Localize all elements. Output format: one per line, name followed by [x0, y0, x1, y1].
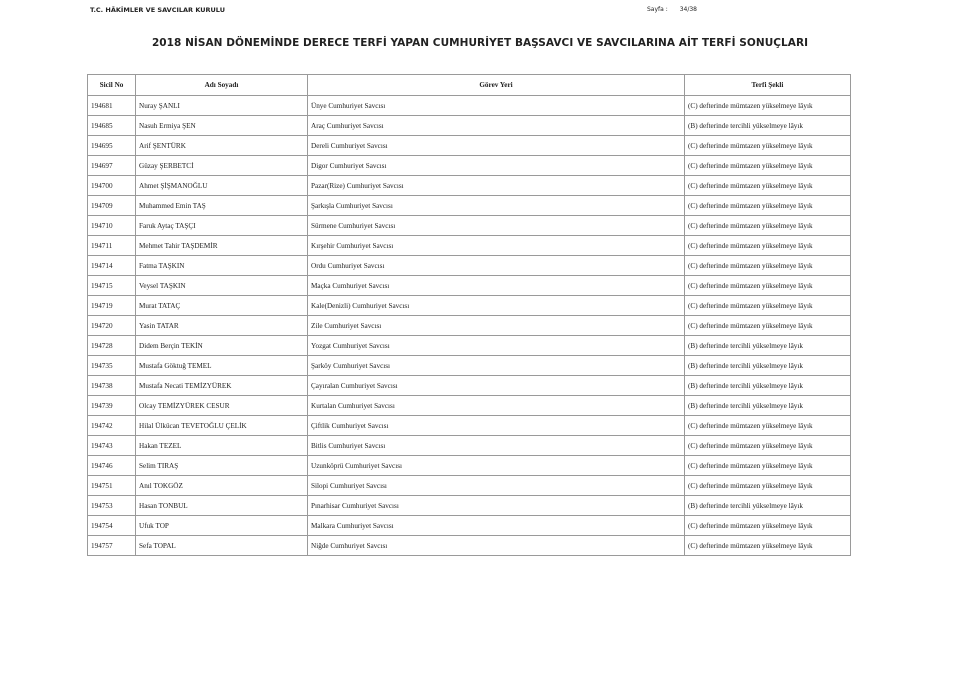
promotion-type-cell: (C) defterinde mümtazen yükselmeye lâyık [685, 236, 851, 256]
sicil-no-cell: 194743 [88, 436, 136, 456]
table-row [88, 416, 851, 436]
table-row [88, 316, 851, 336]
sicil-no-cell: 194681 [88, 96, 136, 116]
name-cell: Arif ŞENTÜRK [136, 136, 308, 156]
promotion-type-cell: (C) defterinde mümtazen yükselmeye lâyık [685, 536, 851, 556]
table-row [88, 196, 851, 216]
page-header [90, 6, 790, 18]
name-cell: Yasin TATAR [136, 316, 308, 336]
table-row [88, 296, 851, 316]
promotion-type-cell: (C) defterinde mümtazen yükselmeye lâyık [685, 216, 851, 236]
sicil-no-cell: 194738 [88, 376, 136, 396]
table-row [88, 136, 851, 156]
duty-station-cell: Pazar(Rize) Cumhuriyet Savcısı [308, 176, 685, 196]
name-cell: Olcay TEMİZYÜREK CESUR [136, 396, 308, 416]
promotion-type-cell: (C) defterinde mümtazen yükselmeye lâyık [685, 296, 851, 316]
sicil-no-cell: 194728 [88, 336, 136, 356]
name-cell: Mustafa Göktuğ TEMEL [136, 356, 308, 376]
name-cell: Ufuk TOP [136, 516, 308, 536]
table-row [88, 516, 851, 536]
duty-station-cell: Çayıralan Cumhuriyet Savcısı [308, 376, 685, 396]
name-cell: Mehmet Tahir TAŞDEMİR [136, 236, 308, 256]
duty-station-cell: Maçka Cumhuriyet Savcısı [308, 276, 685, 296]
sicil-no-cell: 194757 [88, 536, 136, 556]
table-header [88, 75, 851, 96]
promotion-type-cell: (C) defterinde mümtazen yükselmeye lâyık [685, 276, 851, 296]
promotion-type-cell: (B) defterinde tercihli yükselmeye lâyık [685, 396, 851, 416]
table-row [88, 216, 851, 236]
organization-name: T.C. HÂKİMLER VE SAVCILAR KURULU [90, 6, 225, 14]
table-row [88, 456, 851, 476]
name-cell: Hakan TEZEL [136, 436, 308, 456]
sicil-no-cell: 194719 [88, 296, 136, 316]
column-header-terfi-sekli: Terfi Şekli [685, 75, 851, 96]
duty-station-cell: Silopi Cumhuriyet Savcısı [308, 476, 685, 496]
table-row [88, 96, 851, 116]
name-cell: Nasuh Ermiya ŞEN [136, 116, 308, 136]
column-header-gorev-yeri: Görev Yeri [308, 75, 685, 96]
promotion-type-cell: (B) defterinde tercihli yükselmeye lâyık [685, 116, 851, 136]
name-cell: Güzay ŞERBETCİ [136, 156, 308, 176]
page-label: Sayfa : [647, 6, 668, 13]
promotion-type-cell: (C) defterinde mümtazen yükselmeye lâyık [685, 176, 851, 196]
duty-station-cell: Ordu Cumhuriyet Savcısı [308, 256, 685, 276]
sicil-no-cell: 194754 [88, 516, 136, 536]
duty-station-cell: Digor Cumhuriyet Savcısı [308, 156, 685, 176]
name-cell: Mustafa Necati TEMİZYÜREK [136, 376, 308, 396]
promotion-type-cell: (B) defterinde tercihli yükselmeye lâyık [685, 336, 851, 356]
page-indicator [647, 6, 697, 13]
sicil-no-cell: 194746 [88, 456, 136, 476]
table-row [88, 336, 851, 356]
promotion-type-cell: (B) defterinde tercihli yükselmeye lâyık [685, 376, 851, 396]
name-cell: Selim TIRAŞ [136, 456, 308, 476]
name-cell: Anıl TOKGÖZ [136, 476, 308, 496]
duty-station-cell: Yozgat Cumhuriyet Savcısı [308, 336, 685, 356]
promotion-type-cell: (C) defterinde mümtazen yükselmeye lâyık [685, 156, 851, 176]
name-cell: Sefa TOPAL [136, 536, 308, 556]
duty-station-cell: Zile Cumhuriyet Savcısı [308, 316, 685, 336]
header-row [88, 75, 851, 96]
table-row [88, 436, 851, 456]
promotion-type-cell: (B) defterinde tercihli yükselmeye lâyık [685, 496, 851, 516]
name-cell: Murat TATAÇ [136, 296, 308, 316]
name-cell: Nuray ŞANLI [136, 96, 308, 116]
promotion-type-cell: (C) defterinde mümtazen yükselmeye lâyık [685, 136, 851, 156]
duty-station-cell: Uzunköprü Cumhuriyet Savcısı [308, 456, 685, 476]
promotion-type-cell: (C) defterinde mümtazen yükselmeye lâyık [685, 316, 851, 336]
table-row [88, 176, 851, 196]
sicil-no-cell: 194742 [88, 416, 136, 436]
duty-station-cell: Niğde Cumhuriyet Savcısı [308, 536, 685, 556]
sicil-no-cell: 194685 [88, 116, 136, 136]
promotion-type-cell: (C) defterinde mümtazen yükselmeye lâyık [685, 456, 851, 476]
results-table [87, 74, 851, 556]
name-cell: Hilal Ülkücan TEVETOĞLU ÇELİK [136, 416, 308, 436]
name-cell: Didem Berçin TEKİN [136, 336, 308, 356]
duty-station-cell: Malkara Cumhuriyet Savcısı [308, 516, 685, 536]
table-row [88, 396, 851, 416]
promotion-type-cell: (B) defterinde tercihli yükselmeye lâyık [685, 356, 851, 376]
table-body [88, 96, 851, 556]
duty-station-cell: Kırşehir Cumhuriyet Savcısı [308, 236, 685, 256]
duty-station-cell: Çiftlik Cumhuriyet Savcısı [308, 416, 685, 436]
sicil-no-cell: 194714 [88, 256, 136, 276]
table-row [88, 496, 851, 516]
promotion-type-cell: (C) defterinde mümtazen yükselmeye lâyık [685, 476, 851, 496]
sicil-no-cell: 194695 [88, 136, 136, 156]
sicil-no-cell: 194709 [88, 196, 136, 216]
sicil-no-cell: 194735 [88, 356, 136, 376]
duty-station-cell: Araç Cumhuriyet Savcısı [308, 116, 685, 136]
sicil-no-cell: 194710 [88, 216, 136, 236]
name-cell: Fatma TAŞKIN [136, 256, 308, 276]
sicil-no-cell: 194720 [88, 316, 136, 336]
duty-station-cell: Bitlis Cumhuriyet Savcısı [308, 436, 685, 456]
sicil-no-cell: 194700 [88, 176, 136, 196]
duty-station-cell: Ünye Cumhuriyet Savcısı [308, 96, 685, 116]
sicil-no-cell: 194751 [88, 476, 136, 496]
column-header-adi-soyadi: Adı Soyadı [136, 75, 308, 96]
duty-station-cell: Dereli Cumhuriyet Savcısı [308, 136, 685, 156]
promotion-type-cell: (C) defterinde mümtazen yükselmeye lâyık [685, 516, 851, 536]
name-cell: Veysel TAŞKIN [136, 276, 308, 296]
page-number: 34/38 [679, 6, 697, 13]
duty-station-cell: Şarköy Cumhuriyet Savcısı [308, 356, 685, 376]
column-header-sicil-no: Sicil No [88, 75, 136, 96]
sicil-no-cell: 194753 [88, 496, 136, 516]
name-cell: Faruk Aytaç TAŞÇI [136, 216, 308, 236]
table-row [88, 356, 851, 376]
table-row [88, 276, 851, 296]
promotion-type-cell: (C) defterinde mümtazen yükselmeye lâyık [685, 196, 851, 216]
duty-station-cell: Sürmene Cumhuriyet Savcısı [308, 216, 685, 236]
duty-station-cell: Kurtalan Cumhuriyet Savcısı [308, 396, 685, 416]
name-cell: Ahmet ŞİŞMANOĞLU [136, 176, 308, 196]
sicil-no-cell: 194739 [88, 396, 136, 416]
sicil-no-cell: 194711 [88, 236, 136, 256]
duty-station-cell: Pınarhisar Cumhuriyet Savcısı [308, 496, 685, 516]
promotion-type-cell: (C) defterinde mümtazen yükselmeye lâyık [685, 256, 851, 276]
duty-station-cell: Kale(Denizli) Cumhuriyet Savcısı [308, 296, 685, 316]
table-row [88, 476, 851, 496]
table-row [88, 256, 851, 276]
document-title: 2018 NİSAN DÖNEMİNDE DERECE TERFİ YAPAN CUMHURİYET BAŞSAVCI VE SAVCILARINA AİT TERFİ SONUÇLARI [151, 37, 809, 49]
promotion-type-cell: (C) defterinde mümtazen yükselmeye lâyık [685, 416, 851, 436]
sicil-no-cell: 194715 [88, 276, 136, 296]
table-row [88, 236, 851, 256]
duty-station-cell: Şarkışla Cumhuriyet Savcısı [308, 196, 685, 216]
promotion-type-cell: (C) defterinde mümtazen yükselmeye lâyık [685, 436, 851, 456]
name-cell: Hasan TONBUL [136, 496, 308, 516]
promotion-type-cell: (C) defterinde mümtazen yükselmeye lâyık [685, 96, 851, 116]
table-row [88, 156, 851, 176]
table-row [88, 116, 851, 136]
table-row [88, 376, 851, 396]
name-cell: Muhammed Emin TAŞ [136, 196, 308, 216]
table-row [88, 536, 851, 556]
sicil-no-cell: 194697 [88, 156, 136, 176]
